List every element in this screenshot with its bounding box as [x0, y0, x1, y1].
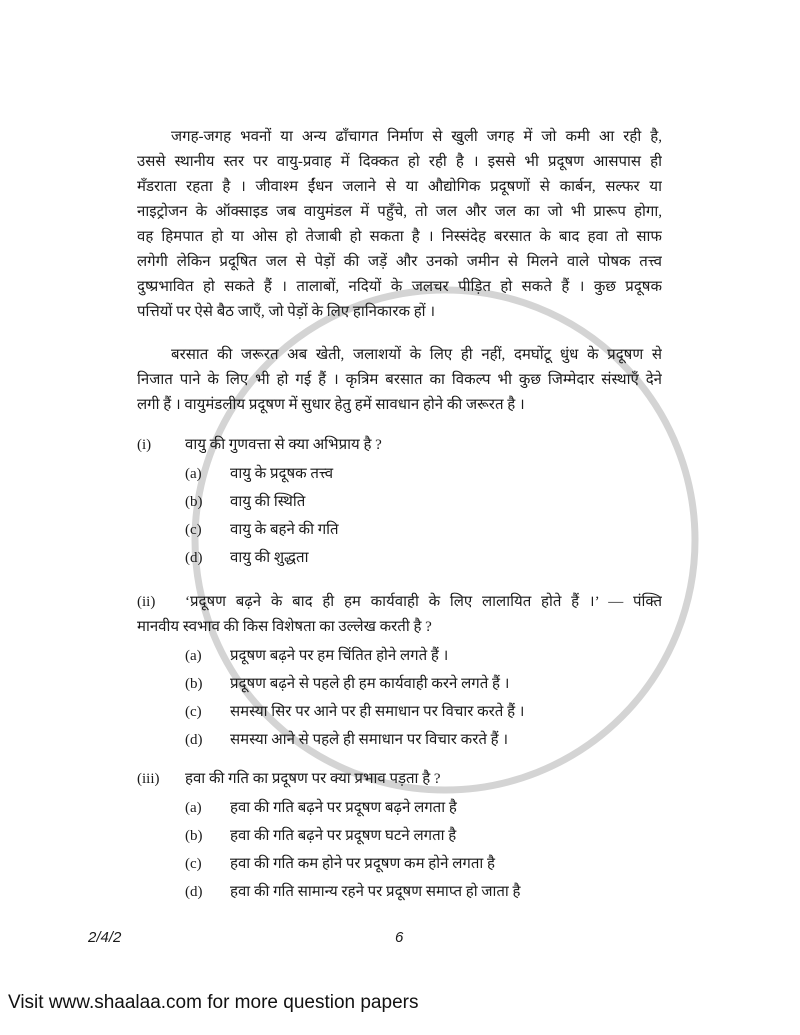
option-text: वायु के बहने की गति	[230, 522, 339, 538]
passage-line: लगी हैं । वायुमंडलीय प्रदूषण में सुधार हेतु हमें सावधान होने की जरूरत है ।	[137, 397, 525, 413]
question-text: ‘प्रदूषण बढ़ने के बाद ही हम कार्यवाही के लिए लालायित होते हैं ।’ — पंक्ति	[185, 594, 662, 610]
option-label: (c)	[185, 704, 202, 720]
option-label: (b)	[185, 828, 203, 844]
paper-code: 2/4/2	[88, 929, 122, 946]
question-number: (i)	[137, 437, 152, 453]
option-text: प्रदूषण बढ़ने से पहले ही हम कार्यवाही करने लगते हैं ।	[230, 676, 510, 692]
option-label: (d)	[185, 550, 203, 566]
option-label: (b)	[185, 494, 203, 510]
passage-line: वह हिमपात हो या ओस हो तेजाबी हो सकता है । निस्संदेह बरसात के बाद हवा तो साफ	[137, 229, 662, 245]
question-text: हवा की गति का प्रदूषण पर क्या प्रभाव पड़ता है ?	[185, 771, 441, 787]
passage-line: नाइट्रोजन के ऑक्साइड जब वायुमंडल में पहुँचे, तो जल और जल का जो भी प्रारूप होगा,	[137, 204, 662, 220]
option-text: प्रदूषण बढ़ने पर हम चिंतित होने लगते हैं ।	[230, 648, 449, 664]
passage-line: बरसात की जरूरत अब खेती, जलाशयों के लिए ही नहीं, दमघोंटू धुंध के प्रदूषण से	[171, 347, 662, 363]
passage-line: उससे स्थानीय स्तर पर वायु-प्रवाह में दिक्कत हो रही है । इससे भी प्रदूषण आसपास ही	[137, 154, 662, 170]
passage-line: लगेगी लेकिन प्रदूषित जल से पेड़ों की जड़ें और उनको जमीन से मिलने वाले पोषक तत्त्व	[137, 254, 662, 270]
passage-line: दुष्प्रभावित हो सकते हैं । तालाबों, नदियों के जलचर पीड़ित हो सकते हैं । कुछ प्रदूषक	[137, 279, 662, 295]
option-text: वायु की शुद्धता	[230, 550, 309, 566]
option-text: वायु की स्थिति	[230, 494, 306, 510]
option-label: (c)	[185, 522, 202, 538]
question-text: मानवीय स्वभाव की किस विशेषता का उल्लेख करती है ?	[137, 619, 432, 635]
option-text: हवा की गति बढ़ने पर प्रदूषण बढ़ने लगता है	[230, 800, 457, 816]
option-label: (a)	[185, 800, 202, 816]
option-label: (a)	[185, 648, 202, 664]
option-text: समस्या सिर पर आने पर ही समाधान पर विचार करते हैं ।	[230, 704, 525, 720]
question-text: वायु की गुणवत्ता से क्या अभिप्राय है ?	[185, 437, 382, 453]
option-label: (d)	[185, 884, 203, 900]
option-text: वायु के प्रदूषक तत्त्व	[230, 466, 334, 482]
passage-line: निजात पाने के लिए भी हो गई हैं । कृत्रिम बरसात का विकल्प भी कुछ जिम्मेदार संस्थाएँ देने	[137, 372, 662, 388]
passage-line: पत्तियों पर ऐसे बैठ जाएँ, जो पेड़ों के लिए हानिकारक हों ।	[137, 304, 436, 320]
option-label: (d)	[185, 732, 203, 748]
option-text: हवा की गति सामान्य रहने पर प्रदूषण समाप्त हो जाता है	[230, 884, 521, 900]
option-label: (a)	[185, 466, 202, 482]
question-number: (iii)	[137, 771, 160, 787]
question-number: (ii)	[137, 594, 156, 610]
option-label: (c)	[185, 856, 202, 872]
passage-line: मँडराता रहता है । जीवाश्म ईंधन जलाने से या औद्योगिक प्रदूषणों से कार्बन, सल्फर या	[137, 179, 662, 195]
option-text: हवा की गति कम होने पर प्रदूषण कम होने लगता है	[230, 856, 495, 872]
option-label: (b)	[185, 676, 203, 692]
page-number: 6	[395, 929, 404, 946]
visit-link-text: Visit www.shaalaa.com for more question papers	[8, 992, 419, 1013]
option-text: समस्या आने से पहले ही समाधान पर विचार करते हैं ।	[230, 732, 509, 748]
passage-line: जगह-जगह भवनों या अन्य ढाँचागत निर्माण से खुली जगह में जो कमी आ रही है,	[171, 129, 662, 145]
option-text: हवा की गति बढ़ने पर प्रदूषण घटने लगता है	[230, 828, 457, 844]
